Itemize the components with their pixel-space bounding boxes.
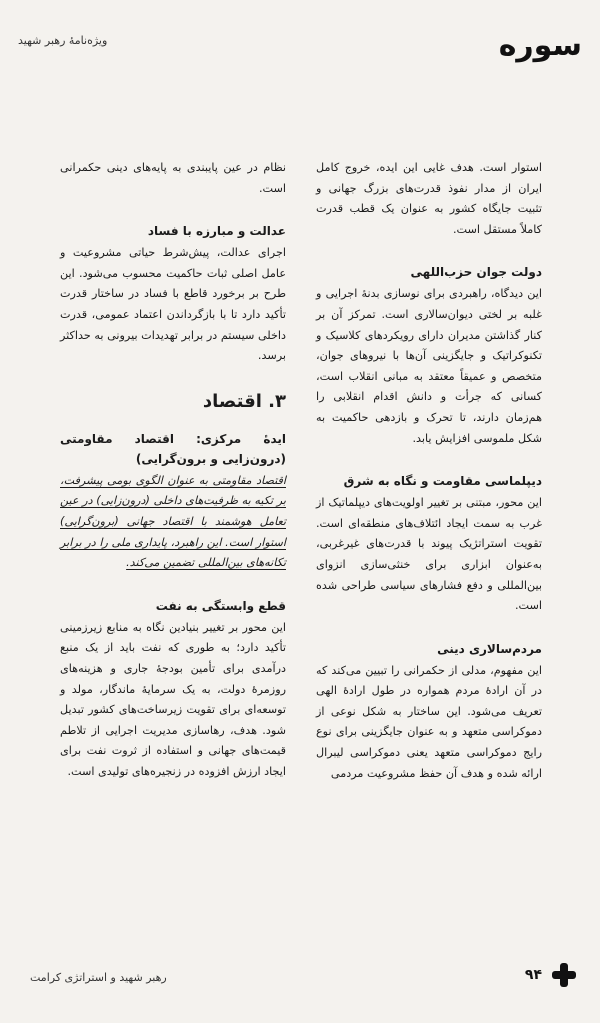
- chapter-heading-economy: ۳. اقتصاد: [202, 390, 286, 412]
- section-heading-resistance-diplomacy: دیپلماسی مقاومت و نگاه به شرق: [343, 474, 542, 489]
- page-footer: [30, 963, 576, 993]
- left-column: [60, 158, 286, 806]
- section-heading-oil: قطع وابستگی به نفت: [155, 598, 286, 613]
- article-columns: [58, 158, 542, 806]
- footer-title: رهبر شهید و استراتژی کرامت: [30, 971, 167, 984]
- section-heading-young-government: دولت جوان حزب‌اللهی: [410, 265, 542, 280]
- section-heading-justice: عدالت و مبارزه با فساد: [147, 224, 286, 239]
- section-body-oil: این محور بر تغییر بنیادین نگاه به منابع زیرزمینی تأکید دارد؛ به طوری که نفت باید از یک منبع درآمدی برای تأمین بودجهٔ جاری و هزینه‌های روزمرهٔ دولت، به یک سرمایهٔ ماندگار، مولد و توسعه‌ای برای تقویت زیرساخت‌های کشور تبدیل شود. هدف، رهاسازی مدیریت اجرایی از تلاطم قیمت‌های جهانی و استفاده از ثروت نفت برای ایجاد ارزش افزوده در زنجیره‌های تولیدی است.: [60, 620, 286, 778]
- section-body-resistance-diplomacy: این محور، مبتنی بر تغییر اولویت‌های دیپلماتیک از غرب به سمت ایجاد ائتلاف‌های منطقه‌ای است. تقویت استراتژیک پیوند با قدرت‌های غیرغربی، به‌عنوان ابزاری برای خنثی‌سازی انزوای بین‌المللی و دفع فشارهای سیاسی طراحی شده است.: [316, 496, 542, 613]
- magazine-logo: سوره: [498, 28, 582, 63]
- left-intro-paragraph: نظام در عین پایبندی به پایه‌های دینی حکمرانی است.: [60, 161, 286, 195]
- right-column: [316, 158, 542, 806]
- section-body-justice: اجرای عدالت، پیش‌شرط حیاتی مشروعیت و عامل اصلی ثبات حاکمیت محسوب می‌شود. این طرح بر برخورد قاطع با فساد در ساختار قدرت تأکید دارد تا با بازگرداندن اعتماد عمومی، قدرت داخلی سیستم در برابر تهدیدات بیرونی به حداکثر برسد.: [60, 246, 286, 363]
- issue-title: ویژه‌نامهٔ رهبر شهید: [18, 34, 108, 47]
- section-body-resistance-economy: اقتصاد مقاومتی به عنوان الگوی بومی پیشرفت، بر تکیه به ظرفیت‌های داخلی (درون‌زایی) در عین تعامل هوشمند با اقتصاد جهانی (برون‌گرایی) استوار است. این راهبرد، پایداری ملی را در برابر تکانه‌های بین‌المللی تضمین می‌کند.: [60, 473, 286, 570]
- plus-icon: [552, 963, 576, 987]
- page-header: [18, 22, 582, 62]
- section-body-young-government: این دیدگاه، راهبردی برای نوسازی بدنهٔ اجرایی و غلبه بر لختی دیوان‌سالاری است. تمرکز آن بر کنار گذاشتن مدیران دارای رویکردهای کلاسیک و تکنوکراتیک و جایگزینی آن‌ها با نیروهای جوان، متخصص و عمیقاً معتقد به مبانی انقلاب است، کسانی که جرأت و دانش اقدام انقلابی را هم‌زمان دارند، تا تحرک و بازدهی حاکمیت به شکل ملموسی افزایش یابد.: [316, 287, 542, 445]
- section-heading-religious-democracy: مردم‌سالاری دینی: [437, 641, 542, 656]
- page-number: ۹۴: [524, 967, 542, 983]
- section-body-religious-democracy: این مفهوم، مدلی از حکمرانی را تبیین می‌کند که در آن ارادهٔ مردم همواره در طول ارادهٔ الهی تعریف می‌شود. این ساختار به شکل نوعی از دموکراسی متعهد و به عنوان جایگزینی برای نوع رایج دموکراسی متعهد یعنی دموکراسی لیبرال ارائه شده و هدف آن حفظ مشروعیت مردمی: [316, 663, 542, 780]
- section-heading-resistance-economy: ایدهٔ مرکزی: اقتصاد مقاومتی (درون‌زایی و برون‌گرایی): [60, 431, 286, 466]
- right-intro-paragraph: استوار است. هدف غایی این ایده، خروج کامل ایران از مدار نفوذ قدرت‌های بزرگ جهانی و تثبیت جایگاه کشور به عنوان یک قطب قدرت کاملاً مستقل است.: [316, 161, 542, 236]
